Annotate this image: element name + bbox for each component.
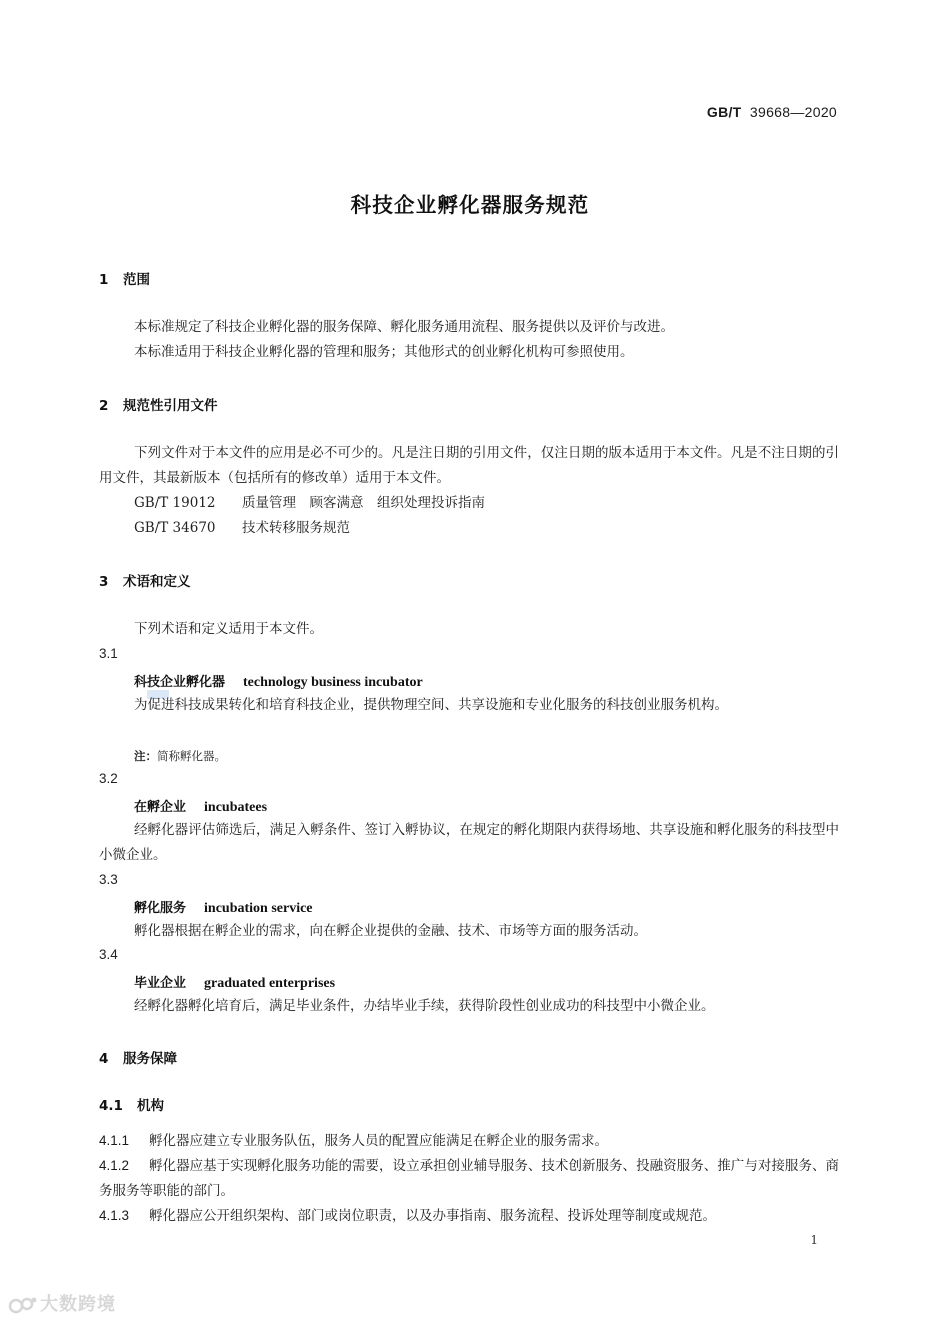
section-number: 2 <box>99 398 109 414</box>
term-number: 3.4 <box>99 947 118 962</box>
note-text: 简称孵化器。 <box>157 749 226 763</box>
term-heading <box>134 897 313 917</box>
document-title: 科技企业孵化器服务规范 <box>350 193 590 217</box>
clause-number: 4.1.2 <box>99 1158 130 1173</box>
clause-text: 孵化器应基于实现孵化服务功能的需要，设立承担创业辅导服务、技术创新服务、投融资服务、推广与对接服务、商务服务等职能的部门。 <box>99 1158 839 1199</box>
reference-code: GB/T 19012 <box>134 495 216 511</box>
section-title: 规范性引用文件 <box>123 398 218 414</box>
term-english: incubation service <box>204 901 313 916</box>
term-chinese: 毕业企业 <box>134 976 187 991</box>
clause-4-1-1 <box>99 1128 608 1154</box>
term-note <box>134 748 226 764</box>
page-number: 1 <box>810 1233 818 1247</box>
section-1-paragraph-2: 本标准适用于科技企业孵化器的管理和服务；其他形式的创业孵化机构可参照使用。 <box>134 344 634 360</box>
term-definition: 经孵化器孵化培育后，满足毕业条件，办结毕业手续，获得阶段性创业成功的科技型中小微企业。 <box>134 998 715 1014</box>
term-english: graduated enterprises <box>204 976 336 991</box>
section-number: 3 <box>99 574 109 590</box>
watermark-logo-icon <box>8 1295 38 1315</box>
subsection-4-1-heading <box>99 1094 164 1114</box>
clause-4-1-3 <box>99 1203 716 1229</box>
section-1-paragraph-1: 本标准规定了科技企业孵化器的服务保障、孵化服务通用流程、服务提供以及评价与改进。 <box>134 319 674 335</box>
subsection-number: 4.1 <box>99 1098 123 1114</box>
section-title: 术语和定义 <box>123 574 191 590</box>
term-definition: 经孵化器评估筛选后，满足入孵条件、签订入孵协议，在规定的孵化期限内获得场地、共享设施和孵化服务的科技型中小微企业。 <box>99 822 839 863</box>
section-title: 服务保障 <box>123 1051 177 1067</box>
note-label: 注： <box>134 749 157 763</box>
watermark <box>8 1290 116 1316</box>
term-number: 3.2 <box>99 771 118 786</box>
section-4-heading <box>99 1047 177 1067</box>
term-chinese: 科技企业孵化器 <box>134 675 226 690</box>
term-english: incubatees <box>204 800 268 815</box>
section-1-heading <box>99 268 150 288</box>
section-3-heading <box>99 570 191 590</box>
term-heading <box>134 671 423 691</box>
term-definition: 为促进科技成果转化和培育科技企业，提供物理空间、共享设施和专业化服务的科技创业服务机构。 <box>134 697 728 713</box>
term-heading <box>134 972 335 992</box>
clause-4-1-2 <box>99 1153 839 1204</box>
section-title: 范围 <box>123 272 150 288</box>
reference-item <box>134 491 485 516</box>
reference-item <box>134 516 350 541</box>
clause-text: 孵化器应公开组织架构、部门或岗位职责，以及办事指南、服务流程、投诉处理等制度或规范。 <box>149 1208 716 1224</box>
watermark-text: 大数跨境 <box>40 1294 116 1315</box>
term-number: 3.1 <box>99 646 118 661</box>
clause-number: 4.1.3 <box>99 1208 130 1223</box>
term-english: technology business incubator <box>243 675 423 690</box>
reference-title: 技术转移服务规范 <box>242 520 350 536</box>
standard-code <box>707 104 837 120</box>
reference-code: GB/T 34670 <box>134 520 216 536</box>
reference-title: 质量管理 顾客满意 组织处理投诉指南 <box>242 495 485 511</box>
term-chinese: 孵化服务 <box>134 901 187 916</box>
section-2-heading <box>99 394 218 414</box>
section-2-intro: 下列文件对于本文件的应用是必不可少的。凡是注日期的引用文件，仅注日期的版本适用于本文件。凡是不注日期的引用文件，其最新版本（包括所有的修改单）适用于本文件。 <box>99 445 839 486</box>
term-chinese: 在孵企业 <box>134 800 187 815</box>
section-number: 4 <box>99 1051 109 1067</box>
standard-number: 39668—2020 <box>749 104 837 120</box>
term-number: 3.3 <box>99 872 118 887</box>
subsection-title: 机构 <box>137 1098 164 1114</box>
clause-number: 4.1.1 <box>99 1133 130 1148</box>
standard-prefix: GB/T <box>706 104 742 120</box>
term-definition: 孵化器根据在孵企业的需求，向在孵企业提供的金融、技术、市场等方面的服务活动。 <box>134 923 647 939</box>
section-number: 1 <box>99 272 109 288</box>
section-3-intro: 下列术语和定义适用于本文件。 <box>134 621 323 637</box>
term-heading <box>134 796 267 816</box>
clause-text: 孵化器应建立专业服务队伍，服务人员的配置应能满足在孵企业的服务需求。 <box>149 1133 608 1149</box>
